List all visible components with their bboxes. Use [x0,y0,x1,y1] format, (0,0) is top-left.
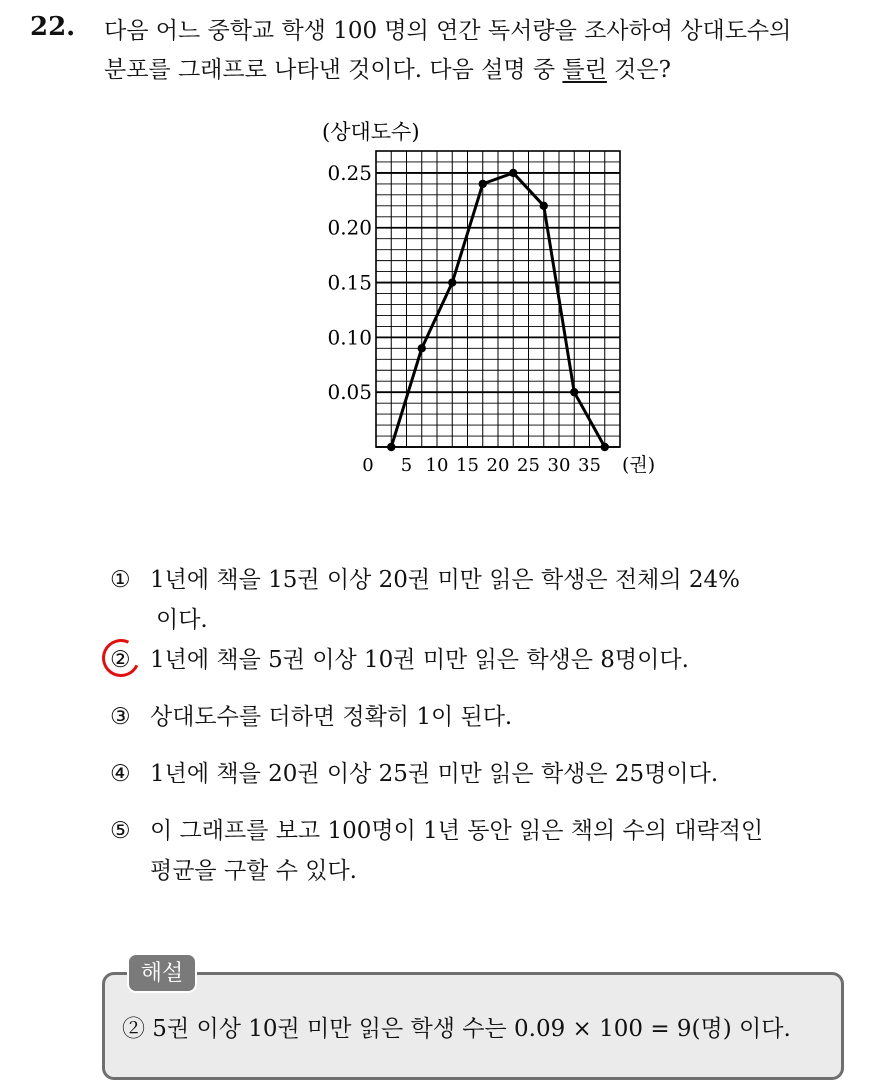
choice-4[interactable] [110,754,830,794]
explanation-text: ② 5권 이상 10권 미만 읽은 학생 수는 0.09 × 100 = 9(명) 이다. [122,1016,791,1042]
data-point [540,202,548,210]
x-tick-label: 35 [578,455,601,476]
question-line-2-post: 것은? [606,57,671,83]
question-emphasis: 틀린 [562,57,607,83]
choice-5-line-2: 평균을 구할 수 있다. [150,858,357,884]
choice-1-marker: ① [110,567,131,593]
data-point [509,169,517,177]
x-tick-label: 0 [362,455,374,476]
choice-1-line-1: 1년에 책을 15권 이상 20권 미만 읽은 학생은 전체의 24% [150,567,741,593]
data-point [601,443,609,451]
data-point [387,443,395,451]
choice-2-marker: ② [110,647,131,673]
choice-5[interactable] [110,811,830,891]
choice-5-line-1: 이 그래프를 보고 100명이 1년 동안 읽은 책의 수의 대략적인 [150,818,764,844]
answer-circle-mark [97,634,146,683]
x-tick-label: 10 [425,455,449,476]
y-tick-label: 0.15 [327,270,372,295]
y-tick-label: 0.05 [327,380,372,405]
choice-2-line-1: 1년에 책을 5권 이상 10권 미만 읽은 학생은 8명이다. [150,647,689,673]
choice-1-line-2: 이다. [156,607,208,633]
data-point [570,388,578,396]
question-line-2-pre: 분포를 그래프로 나타낸 것이다. 다음 설명 중 [104,57,563,83]
x-tick-label: 20 [486,455,510,476]
choice-5-marker: ⑤ [110,818,131,844]
choice-3-marker: ③ [110,704,131,730]
data-point [479,180,487,188]
x-tick-label: 25 [517,455,540,476]
data-point [448,278,456,286]
x-tick-label: 5 [400,455,413,476]
choice-1[interactable] [110,560,830,640]
choice-2[interactable] [110,640,830,680]
question-text [104,12,864,90]
x-axis-label: (권) [622,454,656,476]
y-tick-label: 0.10 [327,325,372,350]
choice-3-line-1: 상대도수를 더하면 정확히 1이 된다. [150,704,513,730]
question-number: 22. [30,12,76,42]
relative-frequency-chart [300,115,660,485]
question-line-2 [104,51,864,90]
x-tick-label: 15 [456,455,479,476]
choice-3[interactable] [110,697,830,737]
y-tick-label: 0.20 [327,215,372,240]
explanation-tag: 해설 [127,953,197,993]
choice-4-marker: ④ [110,761,131,787]
x-tick-label: 30 [547,455,571,476]
data-point [418,344,426,352]
choice-4-line-1: 1년에 책을 20권 이상 25권 미만 읽은 학생은 25명이다. [150,761,719,787]
y-tick-label: 0.25 [327,160,372,185]
question-line-1: 다음 어느 중학교 학생 100 명의 연간 독서량을 조사하여 상대도수의 [104,18,792,44]
y-axis-label: (상대도수) [322,120,420,144]
